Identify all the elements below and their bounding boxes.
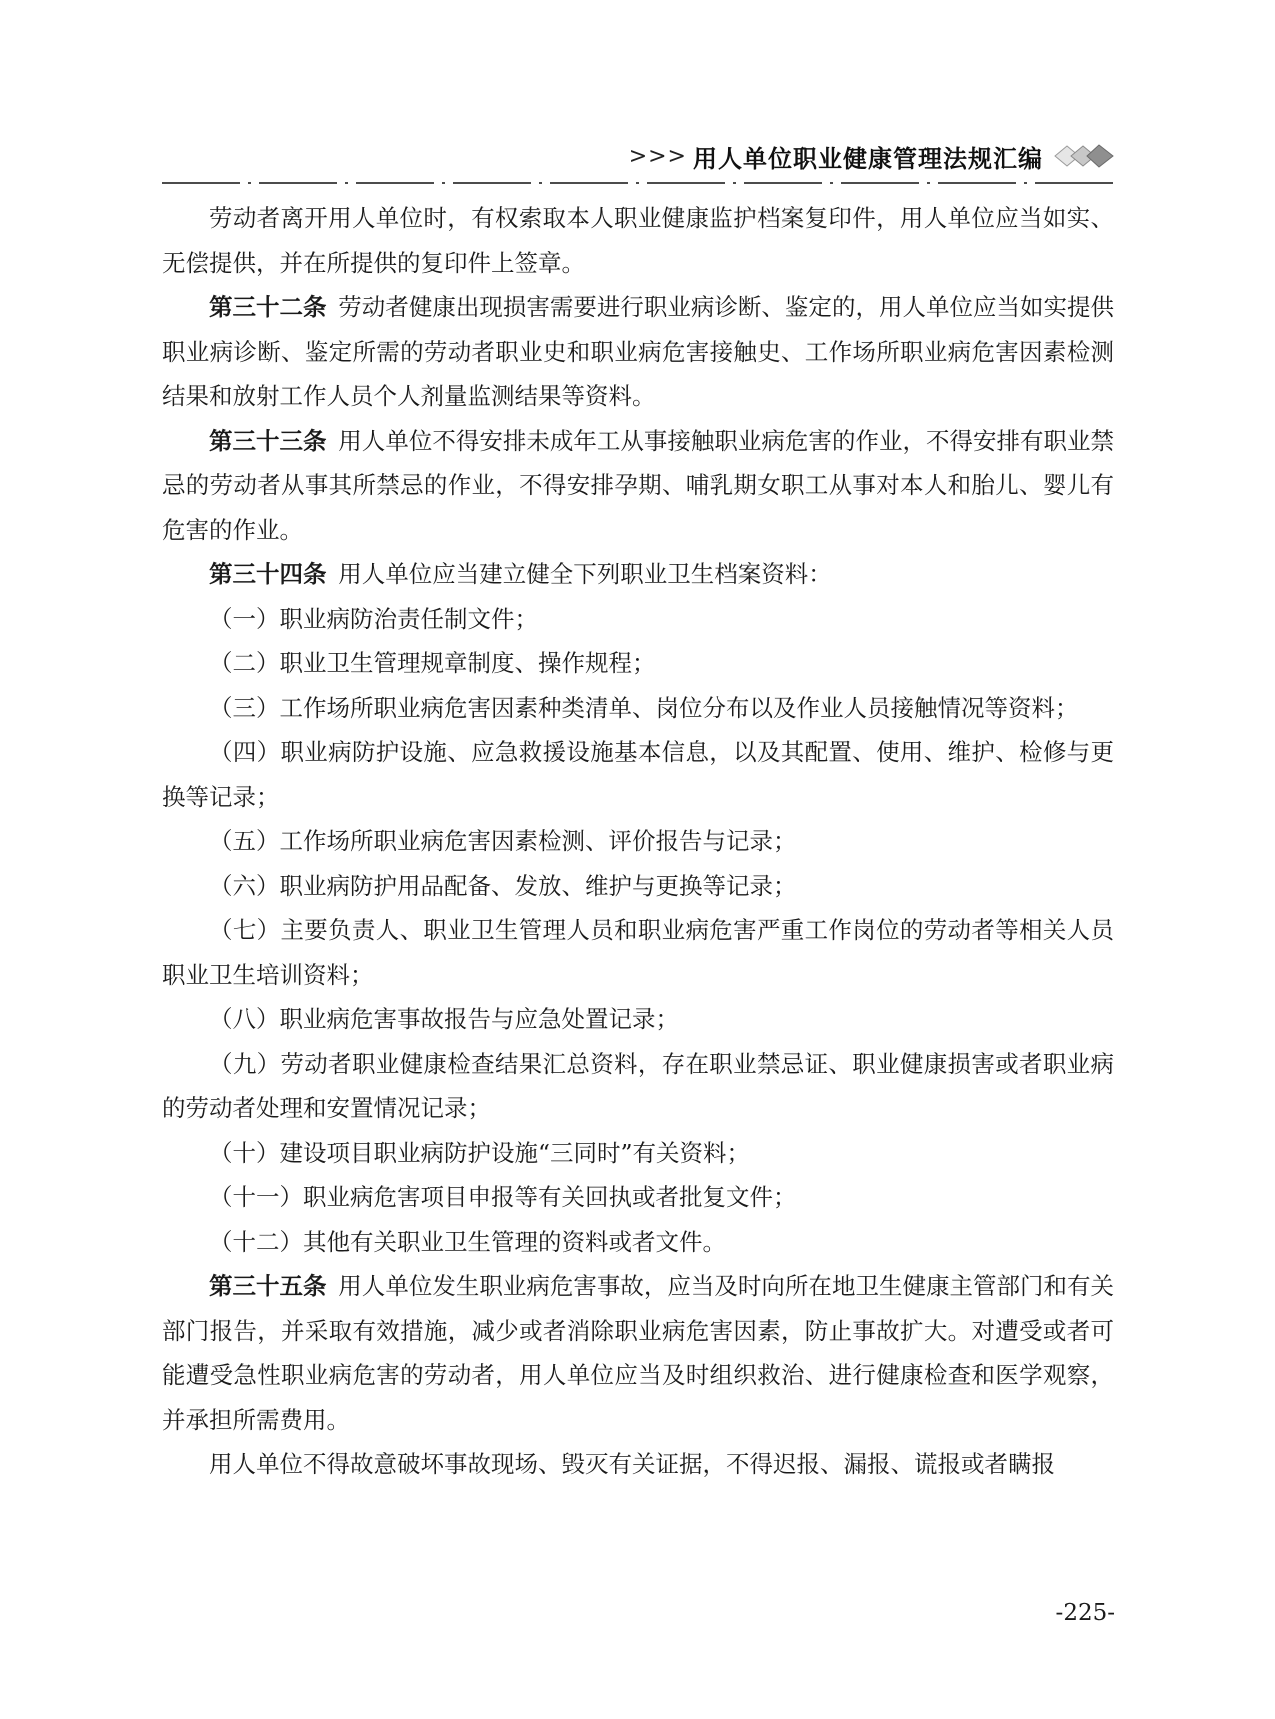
article-number: 第三十五条	[209, 1272, 327, 1300]
paragraph	[162, 730, 1114, 819]
paragraph-text: （七）主要负责人、职业卫生管理人员和职业病危害严重工作岗位的劳动者等相关人员职业卫生培训资料；	[162, 916, 1114, 989]
article-paragraph	[162, 285, 1114, 419]
article-number: 第三十二条	[209, 293, 327, 321]
paragraph	[162, 864, 1114, 909]
paragraph-text: （十）建设项目职业病防护设施“三同时”有关资料；	[209, 1138, 751, 1167]
paragraph	[162, 641, 1114, 686]
paragraph	[162, 1442, 1114, 1487]
paragraph-text: （十一）职业病危害项目申报等有关回执或者批复文件；	[209, 1183, 797, 1211]
paragraph-text: 用人单位不得安排未成年工从事接触职业病危害的作业，不得安排有职业禁忌的劳动者从事其所禁忌的作业，不得安排孕期、哺乳期女职工从事对本人和胎儿、婴儿有危害的作业。	[162, 426, 1115, 544]
diamond-ornament-icon	[1053, 142, 1115, 170]
paragraph-text: （九）劳动者职业健康检查结果汇总资料，存在职业禁忌证、职业健康损害或者职业病的劳动者处理和安置情况记录；	[162, 1049, 1114, 1122]
paragraph-text: （二）职业卫生管理规章制度、操作规程；	[209, 649, 656, 677]
paragraph	[162, 1220, 1114, 1265]
paragraph	[162, 1131, 1114, 1176]
article-paragraph	[162, 419, 1114, 553]
paragraph-text: （一）职业病防治责任制文件；	[209, 604, 538, 633]
article-number: 第三十三条	[209, 426, 327, 455]
page-number: -225-	[1055, 1600, 1115, 1626]
paragraph-text: 劳动者离开用人单位时，有权索取本人职业健康监护档案复印件，用人单位应当如实、无偿提供，并在所提供的复印件上签章。	[162, 204, 1114, 277]
paragraph-text: （八）职业病危害事故报告与应急处置记录；	[209, 1005, 679, 1033]
paragraph	[162, 908, 1114, 997]
paragraph	[162, 1175, 1114, 1220]
header-arrows: >>>	[628, 143, 687, 169]
paragraph-text: （六）职业病防护用品配备、发放、维护与更换等记录；	[209, 871, 797, 900]
article-paragraph	[162, 1264, 1114, 1442]
paragraph	[162, 1042, 1114, 1131]
header-title: 用人单位职业健康管理法规汇编	[693, 144, 1043, 173]
header-rule	[162, 181, 1114, 185]
paragraph-text: 用人单位应当建立健全下列职业卫生档案资料：	[338, 560, 832, 588]
paragraph-text: （三）工作场所职业病危害因素种类清单、岗位分布以及作业人员接触情况等资料；	[209, 693, 1079, 722]
article-number: 第三十四条	[209, 560, 327, 588]
paragraph-text: 用人单位发生职业病危害事故，应当及时向所在地卫生健康主管部门和有关部门报告，并采取有效措施，减少或者消除职业病危害因素，防止事故扩大。对遭受或者可能遭受急性职业病危害的劳动者，用人单位应当及时组织救治、进行健康检查和医学观察，并承担所需费用。	[162, 1272, 1115, 1434]
paragraph-text: （四）职业病防护设施、应急救援设施基本信息，以及其配置、使用、维护、检修与更换等记录；	[162, 738, 1114, 811]
paragraph-text: （十二）其他有关职业卫生管理的资料或者文件。	[209, 1227, 726, 1256]
running-header	[629, 136, 1115, 176]
article-paragraph	[162, 552, 1114, 597]
paragraph	[162, 597, 1114, 642]
paragraph	[162, 686, 1114, 731]
article-body	[162, 196, 1114, 1487]
paragraph	[162, 196, 1114, 285]
paragraph-text: 用人单位不得故意破坏事故现场、毁灭有关证据，不得迟报、漏报、谎报或者瞒报	[209, 1450, 1055, 1478]
paragraph	[162, 819, 1114, 864]
paragraph	[162, 997, 1114, 1042]
paragraph-text: 劳动者健康出现损害需要进行职业病诊断、鉴定的，用人单位应当如实提供职业病诊断、鉴定所需的劳动者职业史和职业病危害接触史、工作场所职业病危害因素检测结果和放射工作人员个人剂量监测结果等资料。	[162, 293, 1115, 410]
paragraph-text: （五）工作场所职业病危害因素检测、评价报告与记录；	[209, 827, 797, 855]
